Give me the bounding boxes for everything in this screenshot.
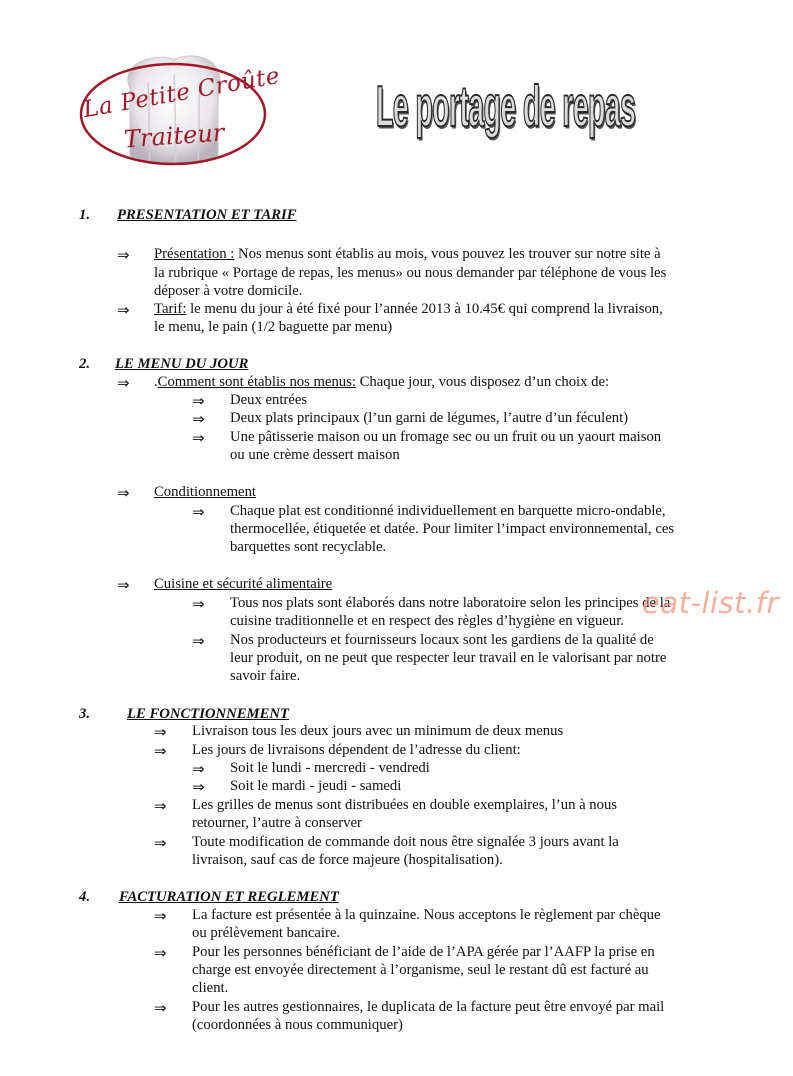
presentation-label: Présentation : bbox=[154, 246, 235, 262]
logo bbox=[78, 52, 282, 172]
sub-bullet-arrow-icon: ⇒ bbox=[192, 392, 205, 410]
section-2-heading bbox=[79, 355, 248, 373]
sub-bullet-arrow-icon: ⇒ bbox=[192, 778, 205, 796]
bullet-arrow-icon: ⇒ bbox=[154, 797, 167, 815]
delivery-days-2: Soit le mardi - jeudi - samedi bbox=[230, 778, 402, 794]
comment-line bbox=[154, 373, 609, 391]
facturation-item-3-line2: (coordonnées à nous communiquer) bbox=[192, 1017, 403, 1033]
section-4-number: 4. bbox=[79, 889, 91, 905]
section-1-number: 1. bbox=[79, 207, 91, 223]
facturation-item-1-line2: ou prélèvement bancaire. bbox=[192, 925, 341, 941]
cuisine-2-line2: leur produit, on ne peut que respecter leur travail en le valorisant par notre bbox=[230, 650, 667, 666]
section-4-title: FACTURATION ET REGLEMENT bbox=[119, 889, 339, 905]
facturation-item-2-line1: Pour les personnes bénéficiant de l’aide de l’APA gérée par l’AAFP la prise en bbox=[192, 944, 655, 960]
section-1-title: PRESENTATION ET TARIF bbox=[117, 207, 297, 223]
tarif-line2: le menu, le pain (1/2 baguette par menu) bbox=[154, 319, 393, 335]
fonctionnement-item-1: Livraison tous les deux jours avec un minimum de deux menus bbox=[192, 723, 564, 739]
bullet-arrow-icon: ⇒ bbox=[154, 742, 167, 760]
facturation-item-1-line1: La facture est présentée à la quinzaine. Nous acceptons le règlement par chèque bbox=[192, 907, 661, 923]
section-4-heading bbox=[79, 888, 339, 906]
conditionnement-line3: barquettes sont recyclable. bbox=[230, 539, 387, 555]
comment-label: Comment sont établis nos menus: bbox=[157, 374, 356, 390]
tarif-text: le menu du jour à été fixé pour l’année 2013 à 10.45€ qui comprend la livraison, bbox=[186, 301, 663, 317]
section-1-heading bbox=[79, 206, 297, 224]
comment-prefix: . bbox=[154, 374, 158, 390]
menu-choice-3-line2: ou une crème dessert maison bbox=[230, 447, 400, 463]
logo-text-line1: La Petite Croûte bbox=[81, 62, 282, 124]
bullet-arrow-icon: ⇒ bbox=[154, 999, 167, 1017]
cuisine-1-line2: cuisine traditionnelle et en respect des règles d’hygiène en vigueur. bbox=[230, 613, 624, 629]
section-3-number: 3. bbox=[79, 706, 91, 722]
cuisine-2-line1: Nos producteurs et fournisseurs locaux sont les gardiens de la qualité de bbox=[230, 632, 654, 648]
comment-text: Chaque jour, vous disposez d’un choix de: bbox=[355, 374, 610, 390]
facturation-item-2-line3: client. bbox=[192, 980, 229, 996]
presentation-line3: déposer à votre domicile. bbox=[154, 283, 303, 299]
presentation-line1 bbox=[154, 245, 661, 263]
menu-choice-2: Deux plats principaux (l’un garni de légumes, l’autre d’un féculent) bbox=[230, 410, 629, 426]
tarif-label: Tarif: bbox=[154, 301, 187, 317]
sub-bullet-arrow-icon: ⇒ bbox=[192, 632, 205, 650]
presentation-text: Nos menus sont établis au mois, vous pouvez les trouver sur notre site à bbox=[234, 246, 661, 262]
menu-choice-1: Deux entrées bbox=[230, 392, 308, 408]
sub-bullet-arrow-icon: ⇒ bbox=[192, 595, 205, 613]
section-2-title: LE MENU DU JOUR bbox=[115, 356, 249, 372]
bullet-arrow-icon: ⇒ bbox=[117, 484, 130, 502]
section-3-heading bbox=[79, 705, 289, 723]
menu-choice-3-line1: Une pâtisserie maison ou un fromage sec ou un fruit ou un yaourt maison bbox=[230, 429, 662, 445]
logo-text-line2: Traiteur bbox=[123, 118, 226, 154]
bullet-arrow-icon: ⇒ bbox=[117, 301, 130, 319]
tarif-line1 bbox=[154, 300, 663, 318]
sub-bullet-arrow-icon: ⇒ bbox=[192, 760, 205, 778]
fonctionnement-item-4-line1: Toute modification de commande doit nous être signalée 3 jours avant la bbox=[192, 834, 619, 850]
section-3-title: LE FONCTIONNEMENT bbox=[127, 706, 289, 722]
conditionnement-line2: thermocellée, étiquetée et datée. Pour limiter l’impact environnemental, ces bbox=[230, 521, 675, 537]
conditionnement-label: Conditionnement bbox=[154, 484, 256, 500]
sub-bullet-arrow-icon: ⇒ bbox=[192, 503, 205, 521]
fonctionnement-item-4-line2: livraison, sauf cas de force majeure (hospitalisation). bbox=[192, 852, 503, 868]
sub-bullet-arrow-icon: ⇒ bbox=[192, 410, 205, 428]
cuisine-label: Cuisine et sécurité alimentaire bbox=[154, 576, 333, 592]
bullet-arrow-icon: ⇒ bbox=[117, 374, 130, 392]
bullet-arrow-icon: ⇒ bbox=[154, 834, 167, 852]
cuisine-2-line3: savoir faire. bbox=[230, 668, 301, 684]
watermark: eat-list.fr bbox=[642, 586, 779, 620]
document-title: Le portage de repas bbox=[376, 73, 636, 139]
bullet-arrow-icon: ⇒ bbox=[154, 944, 167, 962]
fonctionnement-item-2: Les jours de livraisons dépendent de l’adresse du client: bbox=[192, 742, 521, 758]
cuisine-1-line1: Tous nos plats sont élaborés dans notre laboratoire selon les principes de la bbox=[230, 595, 671, 611]
bullet-arrow-icon: ⇒ bbox=[117, 576, 130, 594]
section-2-number: 2. bbox=[79, 356, 91, 372]
bullet-arrow-icon: ⇒ bbox=[117, 246, 130, 264]
facturation-item-3-line1: Pour les autres gestionnaires, le duplicata de la facture peut être envoyé par mail bbox=[192, 999, 665, 1015]
fonctionnement-item-3-line1: Les grilles de menus sont distribuées en double exemplaires, l’un à nous bbox=[192, 797, 618, 813]
delivery-days-1: Soit le lundi - mercredi - vendredi bbox=[230, 760, 430, 776]
bullet-arrow-icon: ⇒ bbox=[154, 907, 167, 925]
sub-bullet-arrow-icon: ⇒ bbox=[192, 429, 205, 447]
conditionnement-line1: Chaque plat est conditionné individuellement en barquette micro-ondable, bbox=[230, 503, 666, 519]
bullet-arrow-icon: ⇒ bbox=[154, 723, 167, 741]
fonctionnement-item-3-line2: retourner, l’autre à conserver bbox=[192, 815, 362, 831]
presentation-line2: la rubrique « Portage de repas, les menus» ou nous demander par téléphone de vous les bbox=[154, 265, 667, 281]
facturation-item-2-line2: charge est envoyée directement à l’organisme, seul le restant dû est facturé au bbox=[192, 962, 649, 978]
